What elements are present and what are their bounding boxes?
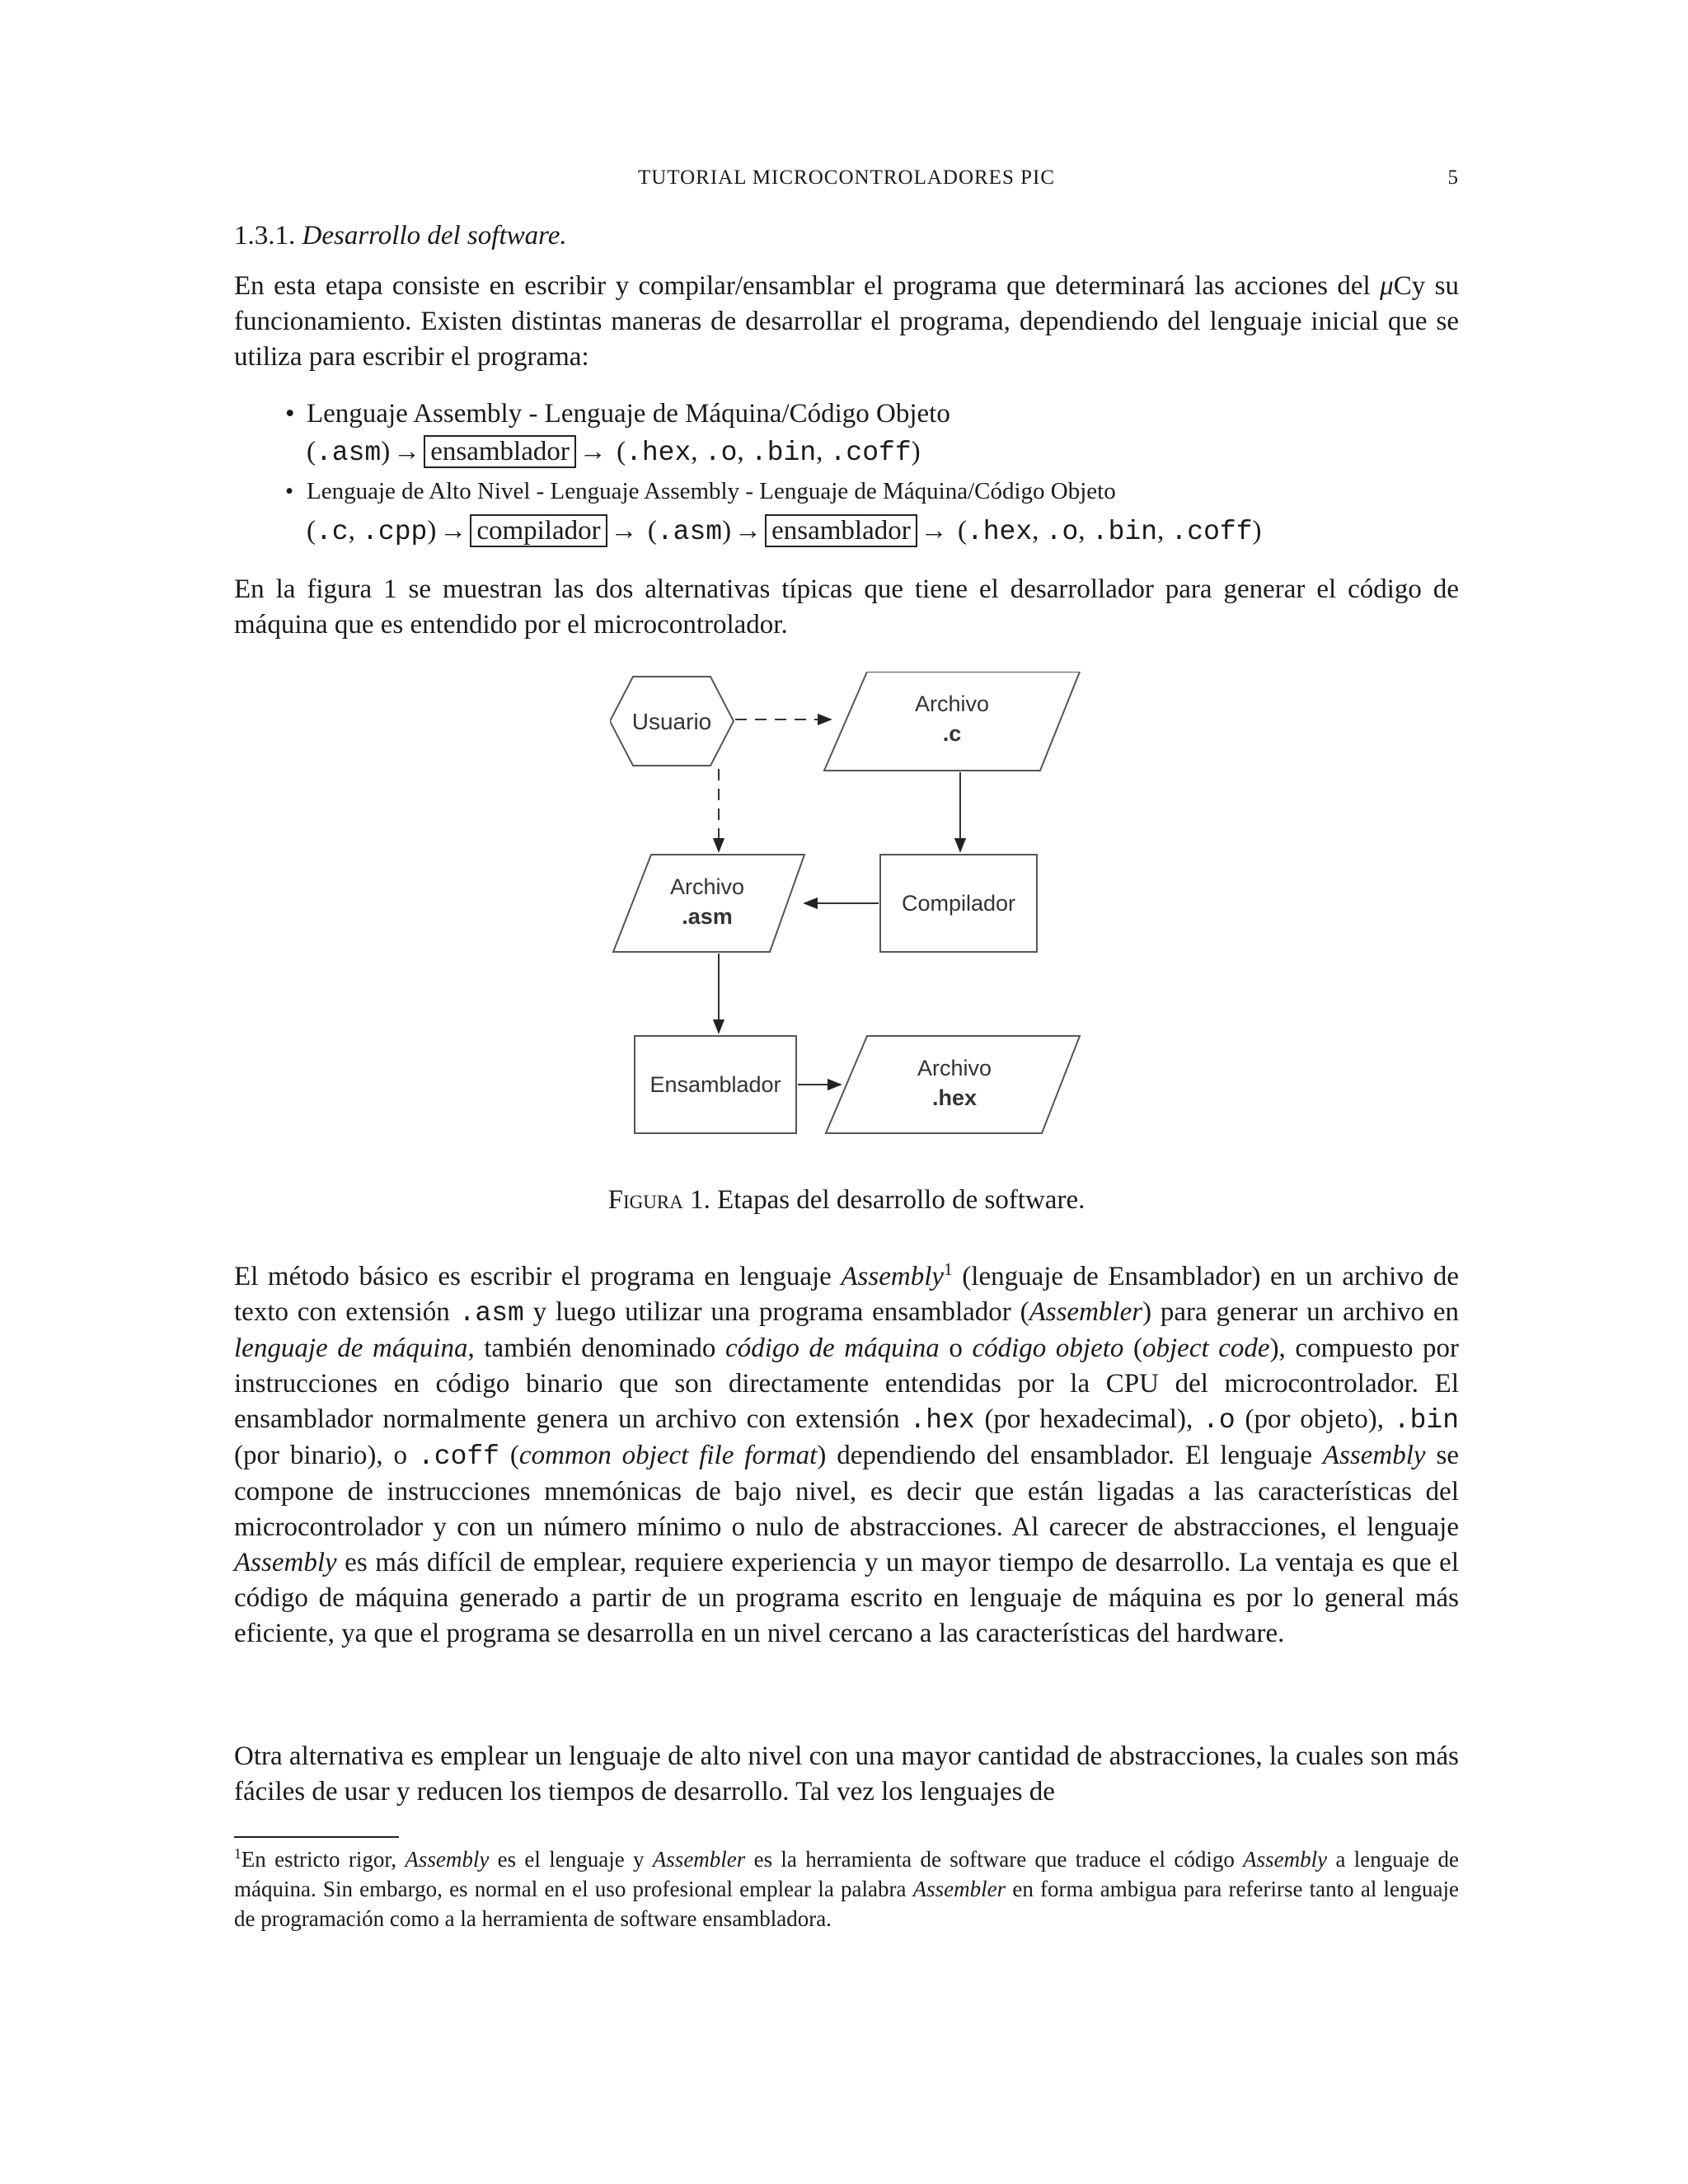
flow-tool-box: compilador [470,514,607,547]
figure-intro-paragraph: En la figura 1 se muestran las dos alternativas típicas que tiene el desarrollador para generar el código de máquina que es entendido por el microcontrolador. [234,574,1459,640]
archivo-hex-node [826,1036,1080,1133]
language-list [285,399,1262,555]
flow-output: .coff [829,438,912,468]
arrow-icon: → [393,437,421,466]
footnote-mark: 1 [234,1845,241,1862]
flow-input: .c [316,517,349,547]
flow-output: .bin [750,438,817,468]
usuario-label: Usuario [631,709,712,734]
intro-text-a: En esta etapa consiste en escribir y compilar/ensamblar el programa que determinará las acciones del [234,271,1381,301]
flow-intermediate: .asm [656,517,723,547]
flow-output: .bin [1091,517,1157,547]
flow-input: .asm [316,438,382,468]
flow-assembly: (.asm) → ensamblador → (.hex, .o, .bin, .coff) [307,437,921,468]
flow-high-level: (.c, .cpp) → compilador → (.asm) → ensamblador → (.hex, .o, .bin, .coff) [307,516,1262,547]
archivo-asm-label: Archivo [669,874,745,899]
list-item [285,399,1262,437]
archivo-c-node [824,672,1080,771]
usuario-node [610,677,734,766]
compilador-label: Compilador [901,891,1016,916]
mu-symbol: μ [1380,271,1394,301]
flow-output: .o [704,438,738,468]
section-heading [234,221,567,251]
flow-tool-box: ensamblador [765,514,917,547]
flow-tool-box: ensamblador [424,435,576,468]
footnote-divider [234,1836,399,1838]
page-header [234,166,1459,199]
running-title: TUTORIAL MICROCONTROLADORES PIC [637,166,1056,189]
paragraph-high-level: Otra alternativa es emplear un lenguaje de alto nivel con una mayor cantidad de abstracciones, la cuales son más fáciles de usar y reducen los tiempos de desarrollo. Tal vez los lenguajes de [234,1741,1459,1807]
list-item [285,478,1262,516]
bullet-icon: • [285,399,295,429]
section-number: 1.3.1. [234,221,296,251]
caption-number: 1. [690,1185,710,1215]
flow-output: .hex [966,517,1033,547]
arrow-icon: → [610,516,638,546]
archivo-asm-node [613,855,804,952]
archivo-hex-ext: .hex [931,1085,978,1110]
bullet-icon: • [285,478,294,504]
intro-paragraph [234,269,1459,375]
flow-output: .hex [626,438,692,468]
section-title: Desarrollo del software. [302,221,567,251]
bullet-title: Lenguaje de Alto Nivel - Lenguaje Assembly - Lenguaje de Máquina/Código Objeto [307,478,1116,504]
flow-input: .cpp [362,517,428,547]
archivo-asm-ext: .asm [682,904,733,929]
compilador-node [880,855,1037,952]
caption-label: Figura [607,1185,683,1215]
archivo-c-label: Archivo [914,691,990,716]
archivo-c-ext: .c [942,721,962,746]
archivo-hex-label: Archivo [917,1056,992,1080]
footnote-ref: 1 [944,1259,953,1279]
ensamblador-label: Ensamblador [649,1072,781,1097]
ensamblador-node [635,1036,796,1133]
figure-caption [234,1185,1459,1216]
intro-text-b: Cy su funcionamiento. Existen distintas maneras de desarrollar el programa, dependiendo del lenguaje inicial que se utiliza para escribir el programa: [234,271,1459,372]
flow-diagram [610,672,1088,1150]
arrow-icon: → [439,516,467,546]
page-number: 5 [1447,166,1459,189]
paragraph-assembly: El método básico es escribir el programa en lenguaje Assembly$^1$ (lenguaje de Ensamblador) en un archivo de texto con extensión .asm y luego utilizar una programa ensamblador (Assembler) para generar un archivo en lenguaje de máquina, también denominado código de máquina o código objeto (object code), compuesto por instrucciones en código binario que son directamente entendidas por la CPU del microcontrolador. El ensamblador normalmente genera un archivo con extensión .hex (por hexadecimal), .o (por objeto), .bin (por binario), o .coff (common object file format) dependiendo del ensamblador. El lenguaje Assembly se compone de instrucciones mnemónicas de bajo nivel, es decir que están ligadas a las características del microcontrolador y con un número mínimo o nulo de abstracciones. Al carecer de abstracciones, el lenguaje Assembly es más difícil de emplear, requiere experiencia y un mayor tiempo de desarrollo. La ventaja es que el código de máquina generado a partir de un programa escrito en lenguaje de máquina es por lo general más eficiente, ya que el programa se desarrolla en un nivel cercano a las características del hardware. [234,1259,1459,1648]
footnote: $^1$En estricto rigor, Assembly es el lenguaje y Assembler es la herramienta de software que traduce el código Assembly a lenguaje de máquina. Sin embargo, es normal en el uso profesional emplear la palabra Assembler en forma ambigua para referirse tanto al lenguaje de programación como a la herramienta de software ensambladora. [234,1845,1460,1931]
flow-output: .coff [1170,517,1253,547]
caption-text: Etapas del desarrollo de software. [717,1185,1085,1215]
bullet-title: Lenguaje Assembly - Lenguaje de Máquina/Código Objeto [307,399,950,429]
arrow-icon: → [920,516,948,546]
arrow-icon: → [579,437,607,466]
arrow-icon: → [734,516,762,546]
flow-output: .o [1045,517,1079,547]
